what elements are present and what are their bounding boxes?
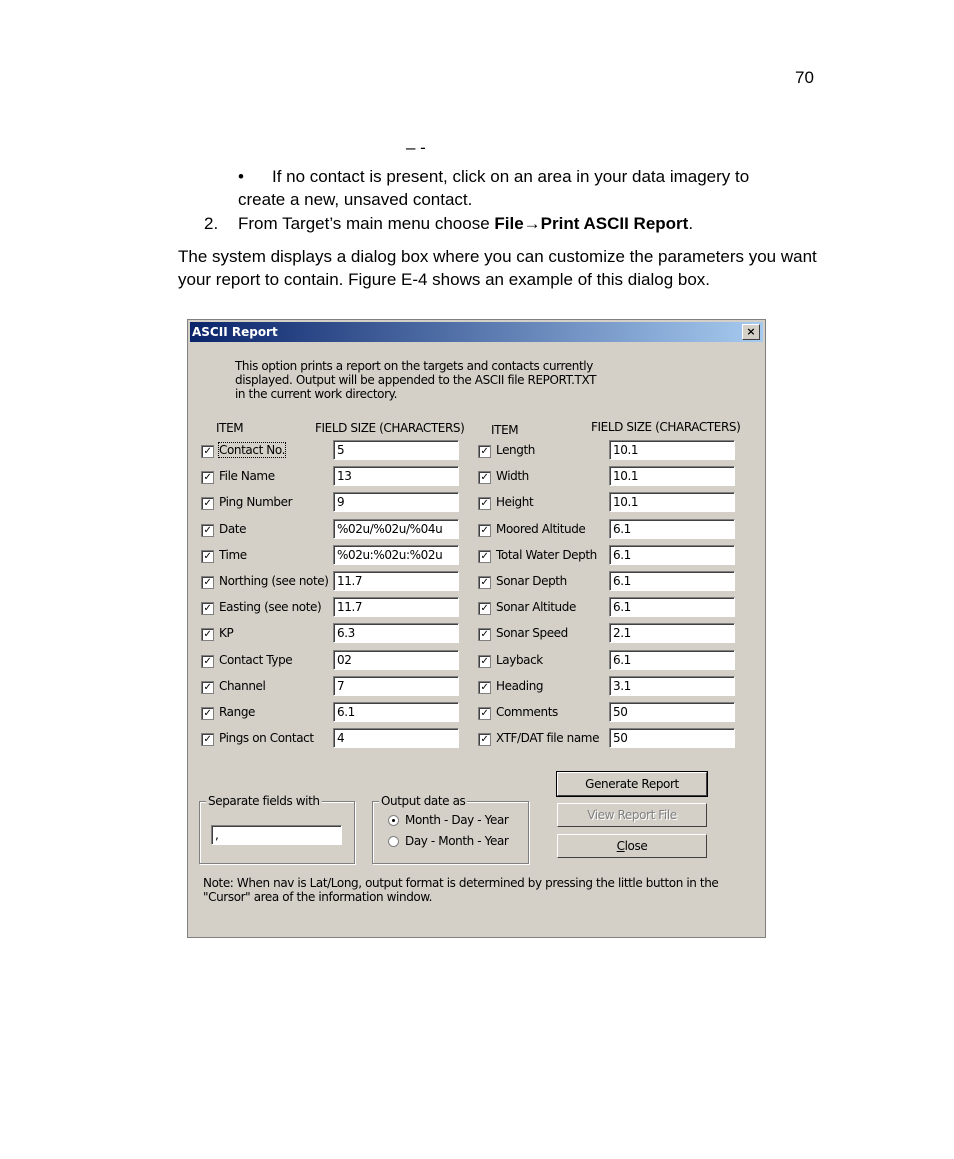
- note-line-2: "Cursor" area of the information window.: [203, 890, 433, 904]
- left-item-header: ITEM: [216, 421, 244, 435]
- right-field-header: FIELD SIZE (CHARACTERS): [591, 420, 741, 434]
- item-checkbox[interactable]: ✓: [201, 707, 214, 720]
- field-size-input[interactable]: 7: [333, 676, 459, 696]
- item-label: Channel: [219, 678, 266, 693]
- field-size-input[interactable]: 50: [609, 702, 735, 722]
- item-label: Comments: [496, 705, 558, 719]
- dialog-intro: [235, 359, 635, 401]
- bullet-line-1: If no contact is present, click on an area in your data imagery to: [272, 167, 750, 186]
- field-size-input[interactable]: 6.1: [333, 702, 459, 722]
- field-size-input[interactable]: 9: [333, 492, 459, 512]
- item-checkbox[interactable]: ✓: [201, 681, 214, 694]
- item-label: Ping Number: [219, 495, 293, 510]
- item-label: Total Water Depth: [496, 547, 597, 562]
- item-label: Date: [219, 521, 247, 536]
- note-line-1: Note: When nav is Lat/Long, output format is determined by pressing the little button in the: [203, 876, 719, 890]
- bullet-dot-icon: •: [238, 167, 244, 186]
- step-2: [204, 214, 693, 234]
- item-label: File Name: [219, 469, 275, 484]
- separator-input[interactable]: ,: [211, 825, 342, 845]
- output-date-caption: Output date as: [381, 794, 466, 808]
- item-label: Heading: [496, 678, 544, 693]
- item-label: XTF/DAT file name: [496, 731, 600, 746]
- output-date-group: [372, 794, 529, 864]
- item-label: Easting (see note): [219, 600, 322, 615]
- radio-day-month-year[interactable]: [388, 836, 399, 847]
- field-size-input[interactable]: 6.3: [333, 623, 459, 643]
- item-checkbox[interactable]: ✓: [201, 733, 214, 746]
- bullet-item: [238, 165, 813, 211]
- field-size-input[interactable]: 5: [333, 440, 459, 460]
- step-number: 2.: [204, 214, 219, 233]
- item-checkbox[interactable]: ✓: [201, 628, 214, 641]
- separate-fields-caption: Separate fields with: [208, 794, 320, 808]
- item-label: Moored Altitude: [496, 521, 586, 536]
- generate-report-button[interactable]: Generate Report: [557, 772, 707, 796]
- field-size-input[interactable]: 6.1: [609, 571, 735, 591]
- intro-line-2: displayed. Output will be appended to the ASCII file REPORT.TXT: [235, 373, 597, 387]
- item-checkbox[interactable]: ✓: [478, 550, 491, 563]
- item-label: Height: [496, 495, 534, 510]
- item-checkbox[interactable]: ✓: [478, 707, 491, 720]
- field-size-input[interactable]: 3.1: [609, 676, 735, 696]
- field-size-input[interactable]: %02u/%02u/%04u: [333, 519, 459, 539]
- right-item-header: ITEM: [491, 423, 519, 437]
- item-checkbox[interactable]: ✓: [478, 681, 491, 694]
- dialog-titlebar: [190, 322, 763, 342]
- item-checkbox[interactable]: ✓: [478, 576, 491, 589]
- bullet-line-2: create a new, unsaved contact.: [238, 190, 473, 209]
- item-checkbox[interactable]: ✓: [201, 576, 214, 589]
- field-size-input[interactable]: 11.7: [333, 571, 459, 591]
- item-label: Width: [496, 469, 529, 484]
- field-size-input[interactable]: 50: [609, 728, 735, 748]
- item-checkbox[interactable]: ✓: [478, 602, 491, 615]
- step-menu-path: File→Print ASCII Report: [494, 214, 689, 233]
- item-label: Sonar Altitude: [496, 600, 576, 615]
- item-checkbox[interactable]: ✓: [201, 445, 214, 458]
- item-label: Sonar Speed: [496, 626, 568, 641]
- item-label: Pings on Contact: [219, 731, 314, 746]
- field-size-input[interactable]: 13: [333, 466, 459, 486]
- item-checkbox[interactable]: ✓: [201, 550, 214, 563]
- item-label: KP: [219, 626, 234, 641]
- close-label-rest: lose: [624, 839, 648, 853]
- item-label: Layback: [496, 652, 543, 667]
- close-button[interactable]: [557, 834, 707, 858]
- item-checkbox[interactable]: ✓: [201, 602, 214, 615]
- field-size-input[interactable]: 10.1: [609, 466, 735, 486]
- ascii-report-dialog: [187, 319, 766, 938]
- item-checkbox[interactable]: ✓: [478, 497, 491, 510]
- step-text: From Target’s main menu choose: [238, 214, 495, 233]
- page-number: 70: [795, 68, 814, 87]
- field-size-input[interactable]: 10.1: [609, 492, 735, 512]
- intro-line-3: in the current work directory.: [235, 387, 398, 401]
- item-checkbox[interactable]: ✓: [478, 733, 491, 746]
- item-checkbox[interactable]: ✓: [478, 655, 491, 668]
- field-size-input[interactable]: 6.1: [609, 519, 735, 539]
- field-size-input[interactable]: 2.1: [609, 623, 735, 643]
- radio-month-day-year-label: Month - Day - Year: [405, 813, 509, 827]
- item-label: Contact Type: [219, 652, 293, 667]
- item-label: Range: [219, 705, 256, 719]
- intro-line-1: This option prints a report on the targets and contacts currently: [235, 359, 593, 373]
- item-checkbox[interactable]: ✓: [478, 445, 491, 458]
- field-size-input[interactable]: 6.1: [609, 650, 735, 670]
- field-size-input[interactable]: 6.1: [609, 545, 735, 565]
- item-label: Time: [219, 547, 247, 562]
- close-accelerator: C: [616, 839, 625, 853]
- radio-day-month-year-label: Day - Month - Year: [405, 834, 509, 848]
- item-label: Northing (see note): [219, 574, 329, 588]
- separate-fields-group: [199, 794, 355, 864]
- item-checkbox[interactable]: ✓: [201, 655, 214, 668]
- dialog-title: ASCII Report: [192, 325, 278, 339]
- item-label: Length: [496, 443, 535, 457]
- field-size-input[interactable]: 11.7: [333, 597, 459, 617]
- field-size-input[interactable]: 02: [333, 650, 459, 670]
- item-checkbox[interactable]: ✓: [201, 497, 214, 510]
- item-checkbox[interactable]: ✓: [478, 471, 491, 484]
- left-field-header: FIELD SIZE (CHARACTERS): [315, 421, 465, 435]
- dialog-note: [203, 876, 723, 904]
- close-icon[interactable]: ×: [742, 324, 760, 340]
- field-size-input[interactable]: 6.1: [609, 597, 735, 617]
- description-paragraph: The system displays a dialog box where you can customize the parameters you want your report to contain. Figure E-4 shows an example of this dialog box.: [178, 247, 817, 289]
- radio-month-day-year[interactable]: [388, 815, 399, 826]
- item-checkbox[interactable]: ✓: [478, 524, 491, 537]
- item-checkbox[interactable]: ✓: [201, 524, 214, 537]
- view-report-file-button[interactable]: View Report File: [557, 803, 707, 827]
- field-size-input[interactable]: 4: [333, 728, 459, 748]
- dash-mark: – -: [406, 138, 426, 157]
- field-size-input[interactable]: 10.1: [609, 440, 735, 460]
- step-suffix: .: [688, 214, 694, 233]
- item-label: Contact No.: [219, 443, 286, 457]
- item-checkbox[interactable]: ✓: [201, 471, 214, 484]
- item-checkbox[interactable]: ✓: [478, 628, 491, 641]
- item-label: Sonar Depth: [496, 574, 567, 588]
- field-size-input[interactable]: %02u:%02u:%02u: [333, 545, 459, 565]
